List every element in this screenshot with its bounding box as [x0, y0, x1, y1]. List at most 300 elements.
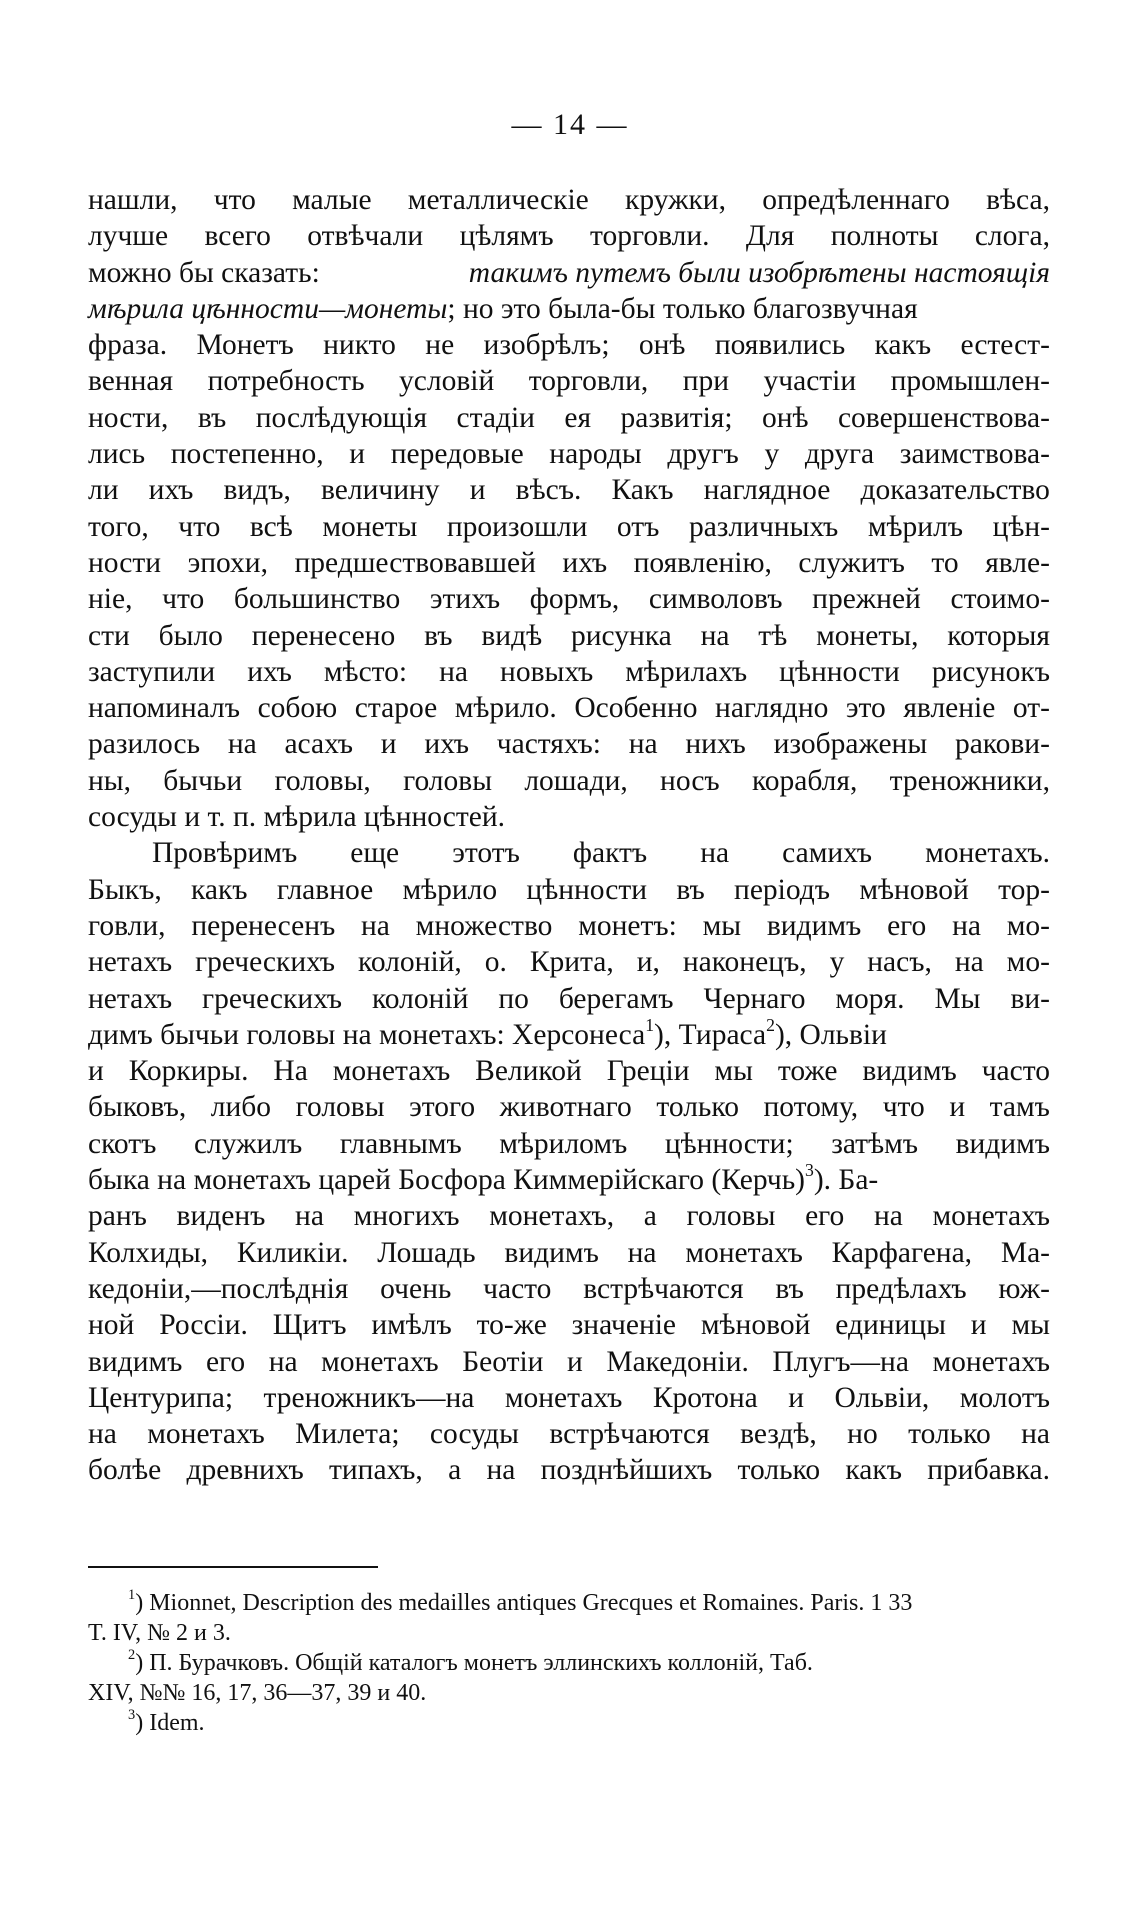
- word: Плугъ—на: [772, 1345, 909, 1378]
- word: быковъ,: [88, 1091, 187, 1124]
- word: головы: [295, 1091, 385, 1124]
- footnote-1: $^1$) Mionnet, Description des medailles antiques Grecques et Romaines. Paris. 1 33: [128, 1587, 913, 1616]
- word: служитъ: [798, 546, 905, 579]
- word: лись: [88, 438, 146, 471]
- word: Крита,: [529, 946, 614, 979]
- word: другъ: [667, 438, 739, 471]
- word: Лошадь: [377, 1236, 476, 1269]
- word: болѣе: [88, 1454, 162, 1487]
- word: полноты: [830, 220, 939, 253]
- word: стоимо-: [950, 583, 1050, 616]
- text-line: [88, 872, 1050, 908]
- word: малые: [292, 184, 372, 216]
- word: на: [486, 1454, 516, 1487]
- word: единицы: [835, 1309, 946, 1342]
- word: юж-: [998, 1272, 1050, 1305]
- word: этого: [409, 1091, 476, 1124]
- word: Ма-: [1000, 1236, 1050, 1269]
- word: на: [952, 909, 981, 942]
- word: и: [380, 728, 397, 761]
- word: Россіи.: [159, 1309, 248, 1342]
- word: моря.: [835, 982, 905, 1015]
- text-line: [88, 981, 1050, 1017]
- word: величину: [321, 474, 440, 507]
- word: вездѣ,: [740, 1418, 817, 1451]
- word: кружки,: [625, 184, 726, 216]
- word: ности: [88, 546, 162, 579]
- word: тамъ: [989, 1091, 1050, 1124]
- word: скотъ: [88, 1127, 157, 1160]
- word: торговли.: [589, 220, 710, 253]
- text-line: [88, 654, 1050, 690]
- word: цѣнности;: [664, 1127, 794, 1160]
- word: ви-: [1010, 982, 1050, 1015]
- word: цѣн-: [992, 510, 1050, 543]
- word: еще: [350, 837, 400, 870]
- word: видимъ: [766, 909, 862, 942]
- word: металлическіе: [407, 184, 589, 216]
- word: то: [931, 546, 959, 579]
- text-line: [88, 1344, 1050, 1380]
- word: его: [887, 909, 927, 942]
- text-span: ), Тираса: [654, 1018, 767, 1051]
- word: у: [764, 438, 780, 471]
- word: промышлен-: [890, 365, 1050, 398]
- word: мѣриломъ: [499, 1127, 628, 1160]
- word: греческихъ: [202, 982, 343, 1015]
- word: на: [1021, 1418, 1050, 1451]
- word: мѣновой: [700, 1309, 811, 1342]
- word: онѣ: [638, 329, 686, 362]
- text-line: [88, 472, 1050, 508]
- word: сосуды: [429, 1418, 519, 1451]
- text-span: можно бы сказать:: [88, 256, 320, 289]
- word: типахъ,: [328, 1454, 423, 1487]
- word: наконецъ,: [682, 946, 807, 979]
- word: бычьи: [163, 764, 243, 797]
- word: мы: [702, 909, 742, 942]
- word: торговли,: [528, 365, 649, 398]
- word: развитія;: [620, 401, 733, 434]
- word: мѣсто:: [323, 655, 408, 688]
- word: всѣ: [249, 510, 293, 543]
- word: встрѣчаются: [549, 1418, 710, 1451]
- word: ной: [88, 1309, 135, 1342]
- word: на: [88, 1418, 117, 1451]
- text-line: [88, 1089, 1050, 1125]
- word: всего: [204, 220, 271, 253]
- word: видимъ: [955, 1127, 1050, 1160]
- text-line: [88, 1198, 1050, 1234]
- word: цѣнности: [526, 873, 648, 906]
- word: мѣновой: [859, 873, 969, 906]
- text-span: ; но это была-бы только благозвучная: [447, 292, 918, 325]
- word: и: [970, 1309, 987, 1342]
- footnote-text: П. Бурачковъ. Общій каталогъ монетъ эллинскихъ коллоній, Таб.: [149, 1650, 813, 1676]
- text-line: [88, 363, 1050, 399]
- word: которыя: [947, 619, 1050, 652]
- word: изобрѣлъ;: [483, 329, 610, 362]
- word: Провѣримъ: [152, 837, 298, 870]
- word: произошли: [446, 510, 588, 543]
- word: нашли,: [88, 184, 178, 216]
- word: не: [425, 329, 455, 362]
- word: тор-: [998, 873, 1050, 906]
- word: Ольвіи,: [834, 1381, 930, 1414]
- word: то-же: [476, 1309, 547, 1342]
- text-line: [88, 1014, 1050, 1053]
- word: въ: [676, 873, 705, 906]
- word: на: [627, 1236, 657, 1269]
- word: и: [88, 1055, 104, 1088]
- word: условій: [399, 365, 495, 398]
- word: различныхъ: [688, 510, 839, 543]
- word: греческихъ: [195, 946, 336, 979]
- text-line: [88, 1452, 1050, 1488]
- text-span: димъ бычьи головы на монетахъ: Херсонеса: [88, 1018, 646, 1051]
- text-line: [88, 545, 1050, 581]
- word: головы: [403, 764, 493, 797]
- word: либо: [210, 1091, 272, 1124]
- word: на: [700, 619, 730, 652]
- word: перенесено: [251, 619, 396, 652]
- word: множество: [415, 909, 553, 942]
- word: что: [178, 510, 221, 543]
- footnote-3: $^3$) Idem.: [128, 1707, 205, 1736]
- word: Кротона: [652, 1381, 758, 1414]
- word: кедоніи,—послѣднія: [88, 1272, 349, 1305]
- word: было: [158, 619, 223, 652]
- word: какъ: [874, 329, 932, 362]
- word: ранъ: [88, 1200, 147, 1233]
- word: мѣрило.: [454, 692, 557, 725]
- text-line: [88, 436, 1050, 472]
- word: мы: [1011, 1309, 1050, 1342]
- word: рисунокъ: [931, 655, 1050, 688]
- word: передовые: [390, 438, 524, 471]
- page-number: — 14 —: [511, 108, 629, 141]
- word: Колхиды,: [88, 1236, 209, 1269]
- word: Центурипа;: [88, 1381, 234, 1414]
- word: вѣсъ.: [515, 474, 582, 507]
- word: асахъ: [284, 728, 353, 761]
- word: на: [361, 909, 390, 942]
- word: мы: [714, 1055, 753, 1088]
- footnote-ref-2: 2: [766, 1014, 775, 1035]
- word: монетахъ,: [489, 1200, 615, 1233]
- word: встрѣчаются: [583, 1272, 744, 1305]
- word: собою: [257, 692, 338, 725]
- italic-span: мѣрила цѣнности—монеты: [88, 292, 448, 325]
- word: Мы: [934, 982, 981, 1015]
- word: народы: [549, 438, 642, 471]
- word: Беотіи: [462, 1345, 544, 1378]
- word: ніе,: [88, 583, 133, 616]
- main-text: [88, 182, 1050, 1489]
- word: часто: [483, 1272, 552, 1305]
- word: самихъ: [782, 837, 873, 870]
- text-span: быка на монетахъ царей Босфора Киммерійскаго (Керчь): [88, 1164, 805, 1197]
- word: появленію,: [633, 546, 772, 579]
- word: напоминалъ: [88, 692, 241, 725]
- word: но: [847, 1418, 878, 1451]
- text-line: [88, 799, 1050, 835]
- word: видимъ: [862, 1055, 957, 1088]
- word: цѣлямъ: [459, 220, 554, 253]
- word: предѣлахъ: [835, 1272, 967, 1305]
- footnote-mark: 2: [128, 1647, 136, 1663]
- word: какъ: [191, 873, 248, 906]
- word: участіи: [763, 365, 857, 398]
- word: потребность: [207, 365, 365, 398]
- word: тоже: [777, 1055, 838, 1088]
- word: что: [882, 1091, 925, 1124]
- word: очень: [380, 1272, 452, 1305]
- word: явленіе: [903, 692, 996, 725]
- word: вѣса,: [986, 184, 1050, 216]
- footnote-1-cont: [88, 1618, 1050, 1648]
- word: монетахъ: [685, 1236, 803, 1269]
- word: Македоніи.: [606, 1345, 749, 1378]
- word: въ: [197, 401, 227, 434]
- text-line: [88, 291, 1050, 327]
- word: главное: [276, 873, 374, 906]
- word: ея: [564, 401, 592, 434]
- word: позднѣйшихъ: [540, 1454, 713, 1487]
- word: на: [954, 946, 984, 979]
- word: онѣ: [761, 401, 809, 434]
- text-line: [88, 1235, 1050, 1271]
- word: колоній: [371, 982, 469, 1015]
- text-line: [88, 218, 1050, 254]
- word: нетахъ: [88, 982, 173, 1015]
- text-line: [88, 1416, 1050, 1452]
- text-line: [88, 400, 1050, 436]
- word: постепенно,: [170, 438, 324, 471]
- word: Какъ: [611, 474, 674, 507]
- text-line: [88, 908, 1050, 944]
- text-line: [88, 327, 1050, 363]
- text-span: ), Ольвіи: [774, 1018, 887, 1051]
- word: ихъ: [562, 546, 608, 579]
- word: этихъ: [429, 583, 501, 616]
- word: значеніе: [571, 1309, 677, 1342]
- word: слога,: [974, 220, 1050, 253]
- word: у: [829, 946, 845, 979]
- footnote-ref-3: 3: [804, 1160, 814, 1181]
- word: только: [908, 1418, 991, 1451]
- word: ны,: [88, 764, 131, 797]
- word: новыхъ: [500, 655, 594, 688]
- word: виденъ: [176, 1200, 266, 1233]
- word: на: [700, 837, 730, 870]
- word: животнаго: [499, 1091, 632, 1124]
- word: лошади,: [524, 764, 628, 797]
- word: наглядно: [715, 692, 829, 725]
- word: монетахъ.: [925, 837, 1050, 870]
- word: ности,: [88, 401, 169, 434]
- word: и: [949, 1091, 966, 1124]
- text-span: ). Ба-: [813, 1164, 879, 1197]
- word: никто: [323, 329, 396, 362]
- word: видѣ: [481, 619, 543, 652]
- word: видимъ: [504, 1236, 599, 1269]
- footnote-2: $^2$) П. Бурачковъ. Общій каталогъ монетъ эллинскихъ коллоній, Таб.: [128, 1647, 813, 1676]
- word: монетахъ: [147, 1418, 265, 1451]
- word: на: [268, 1345, 298, 1378]
- word: того,: [88, 510, 149, 543]
- word: и: [349, 438, 366, 471]
- word: заимствова-: [899, 438, 1050, 471]
- word: многихъ: [353, 1200, 460, 1233]
- word: монетахъ: [504, 1381, 623, 1414]
- word: берегамъ: [558, 982, 674, 1015]
- text-line: [88, 1126, 1050, 1162]
- word: корабля,: [751, 764, 858, 797]
- word: главнымъ: [339, 1127, 462, 1160]
- word: а: [448, 1454, 462, 1487]
- text-line: [88, 763, 1050, 799]
- word: цѣнности: [779, 655, 900, 688]
- text-line: [88, 726, 1050, 762]
- word: от-: [1012, 692, 1050, 725]
- word: частяхъ:: [496, 728, 601, 761]
- word: только: [737, 1454, 821, 1487]
- word: мѣрилахъ: [625, 655, 748, 688]
- word: появились: [714, 329, 846, 362]
- word: этотъ: [452, 837, 520, 870]
- word: треножникъ—на: [263, 1381, 475, 1414]
- text-line: [88, 1380, 1050, 1416]
- word: мо-: [1006, 946, 1050, 979]
- word: рисунка: [570, 619, 672, 652]
- word: Особенно: [574, 692, 698, 725]
- word: ли: [88, 474, 119, 507]
- footnote-mark: 1: [128, 1587, 136, 1603]
- word: монеты,: [816, 619, 919, 652]
- word: мо-: [1006, 909, 1050, 942]
- word: насъ,: [867, 946, 932, 979]
- word: эпохи,: [187, 546, 268, 579]
- word: и: [469, 474, 486, 507]
- word: и,: [636, 946, 660, 979]
- word: на: [227, 728, 257, 761]
- word: прежней: [812, 583, 921, 616]
- text-line: [88, 1162, 1050, 1198]
- word: ихъ: [247, 655, 292, 688]
- text-line: [88, 618, 1050, 654]
- word: молотъ: [959, 1381, 1050, 1414]
- word: заступили: [88, 655, 216, 688]
- italic-span: такимъ путемъ были изобрѣтены настоящія: [468, 256, 1050, 289]
- word: Великой: [475, 1055, 582, 1088]
- word: опредѣленнаго: [762, 184, 950, 216]
- word: нетахъ: [88, 946, 173, 979]
- word: Коркиры.: [128, 1055, 249, 1088]
- word: монетъ:: [578, 909, 677, 942]
- word: головы,: [274, 764, 371, 797]
- word: при: [682, 365, 730, 398]
- word: символовъ: [648, 583, 783, 616]
- word: лучше: [88, 220, 169, 253]
- word: что: [162, 583, 205, 616]
- word: на: [628, 728, 658, 761]
- word: ракови-: [954, 728, 1050, 761]
- footnotes: [88, 1588, 1050, 1738]
- word: монетахъ: [321, 1345, 439, 1378]
- word: на: [439, 655, 469, 688]
- word: потому,: [763, 1091, 859, 1124]
- word: Карфагена,: [831, 1236, 973, 1269]
- word: На: [273, 1055, 308, 1088]
- word: Чернаго: [703, 982, 806, 1015]
- word: Быкъ,: [88, 873, 162, 906]
- word: отвѣчали: [307, 220, 424, 253]
- word: ихъ: [148, 474, 194, 507]
- word: большинство: [233, 583, 401, 616]
- word: Щитъ: [272, 1309, 347, 1342]
- word: нихъ: [685, 728, 746, 761]
- footnote-ref-1: 1: [645, 1014, 655, 1035]
- word: изображены: [773, 728, 928, 761]
- word: монетахъ: [932, 1200, 1050, 1233]
- word: стадіи: [456, 401, 535, 434]
- word: предшествовавшей: [294, 546, 536, 579]
- word: сти: [88, 619, 130, 652]
- word: Для: [745, 220, 795, 253]
- word: наглядное: [703, 474, 831, 507]
- word: въ: [424, 619, 453, 652]
- word: видъ,: [223, 474, 291, 507]
- word: монетахъ: [332, 1055, 451, 1088]
- word: ихъ: [424, 728, 469, 761]
- word: формъ,: [529, 583, 620, 616]
- word: въ: [775, 1272, 804, 1305]
- word: по: [498, 982, 529, 1015]
- word: это: [845, 692, 886, 725]
- word: Милета;: [295, 1418, 400, 1451]
- word: венная: [88, 365, 174, 398]
- text-line: [88, 581, 1050, 617]
- word: Греціи: [606, 1055, 690, 1088]
- footnote-2-cont: [88, 1678, 1050, 1708]
- word: колоній,: [357, 946, 462, 979]
- word: и: [567, 1345, 583, 1378]
- word: на: [295, 1200, 324, 1233]
- footnote-text: Idem.: [149, 1710, 205, 1736]
- word: Монетъ: [196, 329, 294, 362]
- word: естест-: [960, 329, 1050, 362]
- word: говли,: [88, 909, 166, 942]
- word: какъ: [845, 1454, 902, 1487]
- word: монеты: [322, 510, 418, 543]
- footnote-text: Mionnet, Description des medailles antiques Grecques et Romaines. Paris. 1 33: [149, 1590, 913, 1616]
- word: затѣмъ: [831, 1127, 919, 1160]
- word: мѣрилъ: [867, 510, 964, 543]
- word: Киликіи.: [236, 1236, 349, 1269]
- word: а: [643, 1200, 657, 1233]
- word: и: [788, 1381, 805, 1414]
- word: монетахъ: [932, 1345, 1050, 1378]
- word: разилось: [88, 728, 201, 761]
- text-span: сосуды и т. п. мѣрила цѣнностей.: [88, 801, 506, 834]
- word: древнихъ: [186, 1454, 304, 1487]
- word: что: [213, 184, 256, 216]
- word: только: [656, 1091, 739, 1124]
- text-line: [88, 1271, 1050, 1307]
- word: головы: [686, 1200, 776, 1233]
- footnote-text: T. IV, № 2 и 3.: [88, 1620, 231, 1646]
